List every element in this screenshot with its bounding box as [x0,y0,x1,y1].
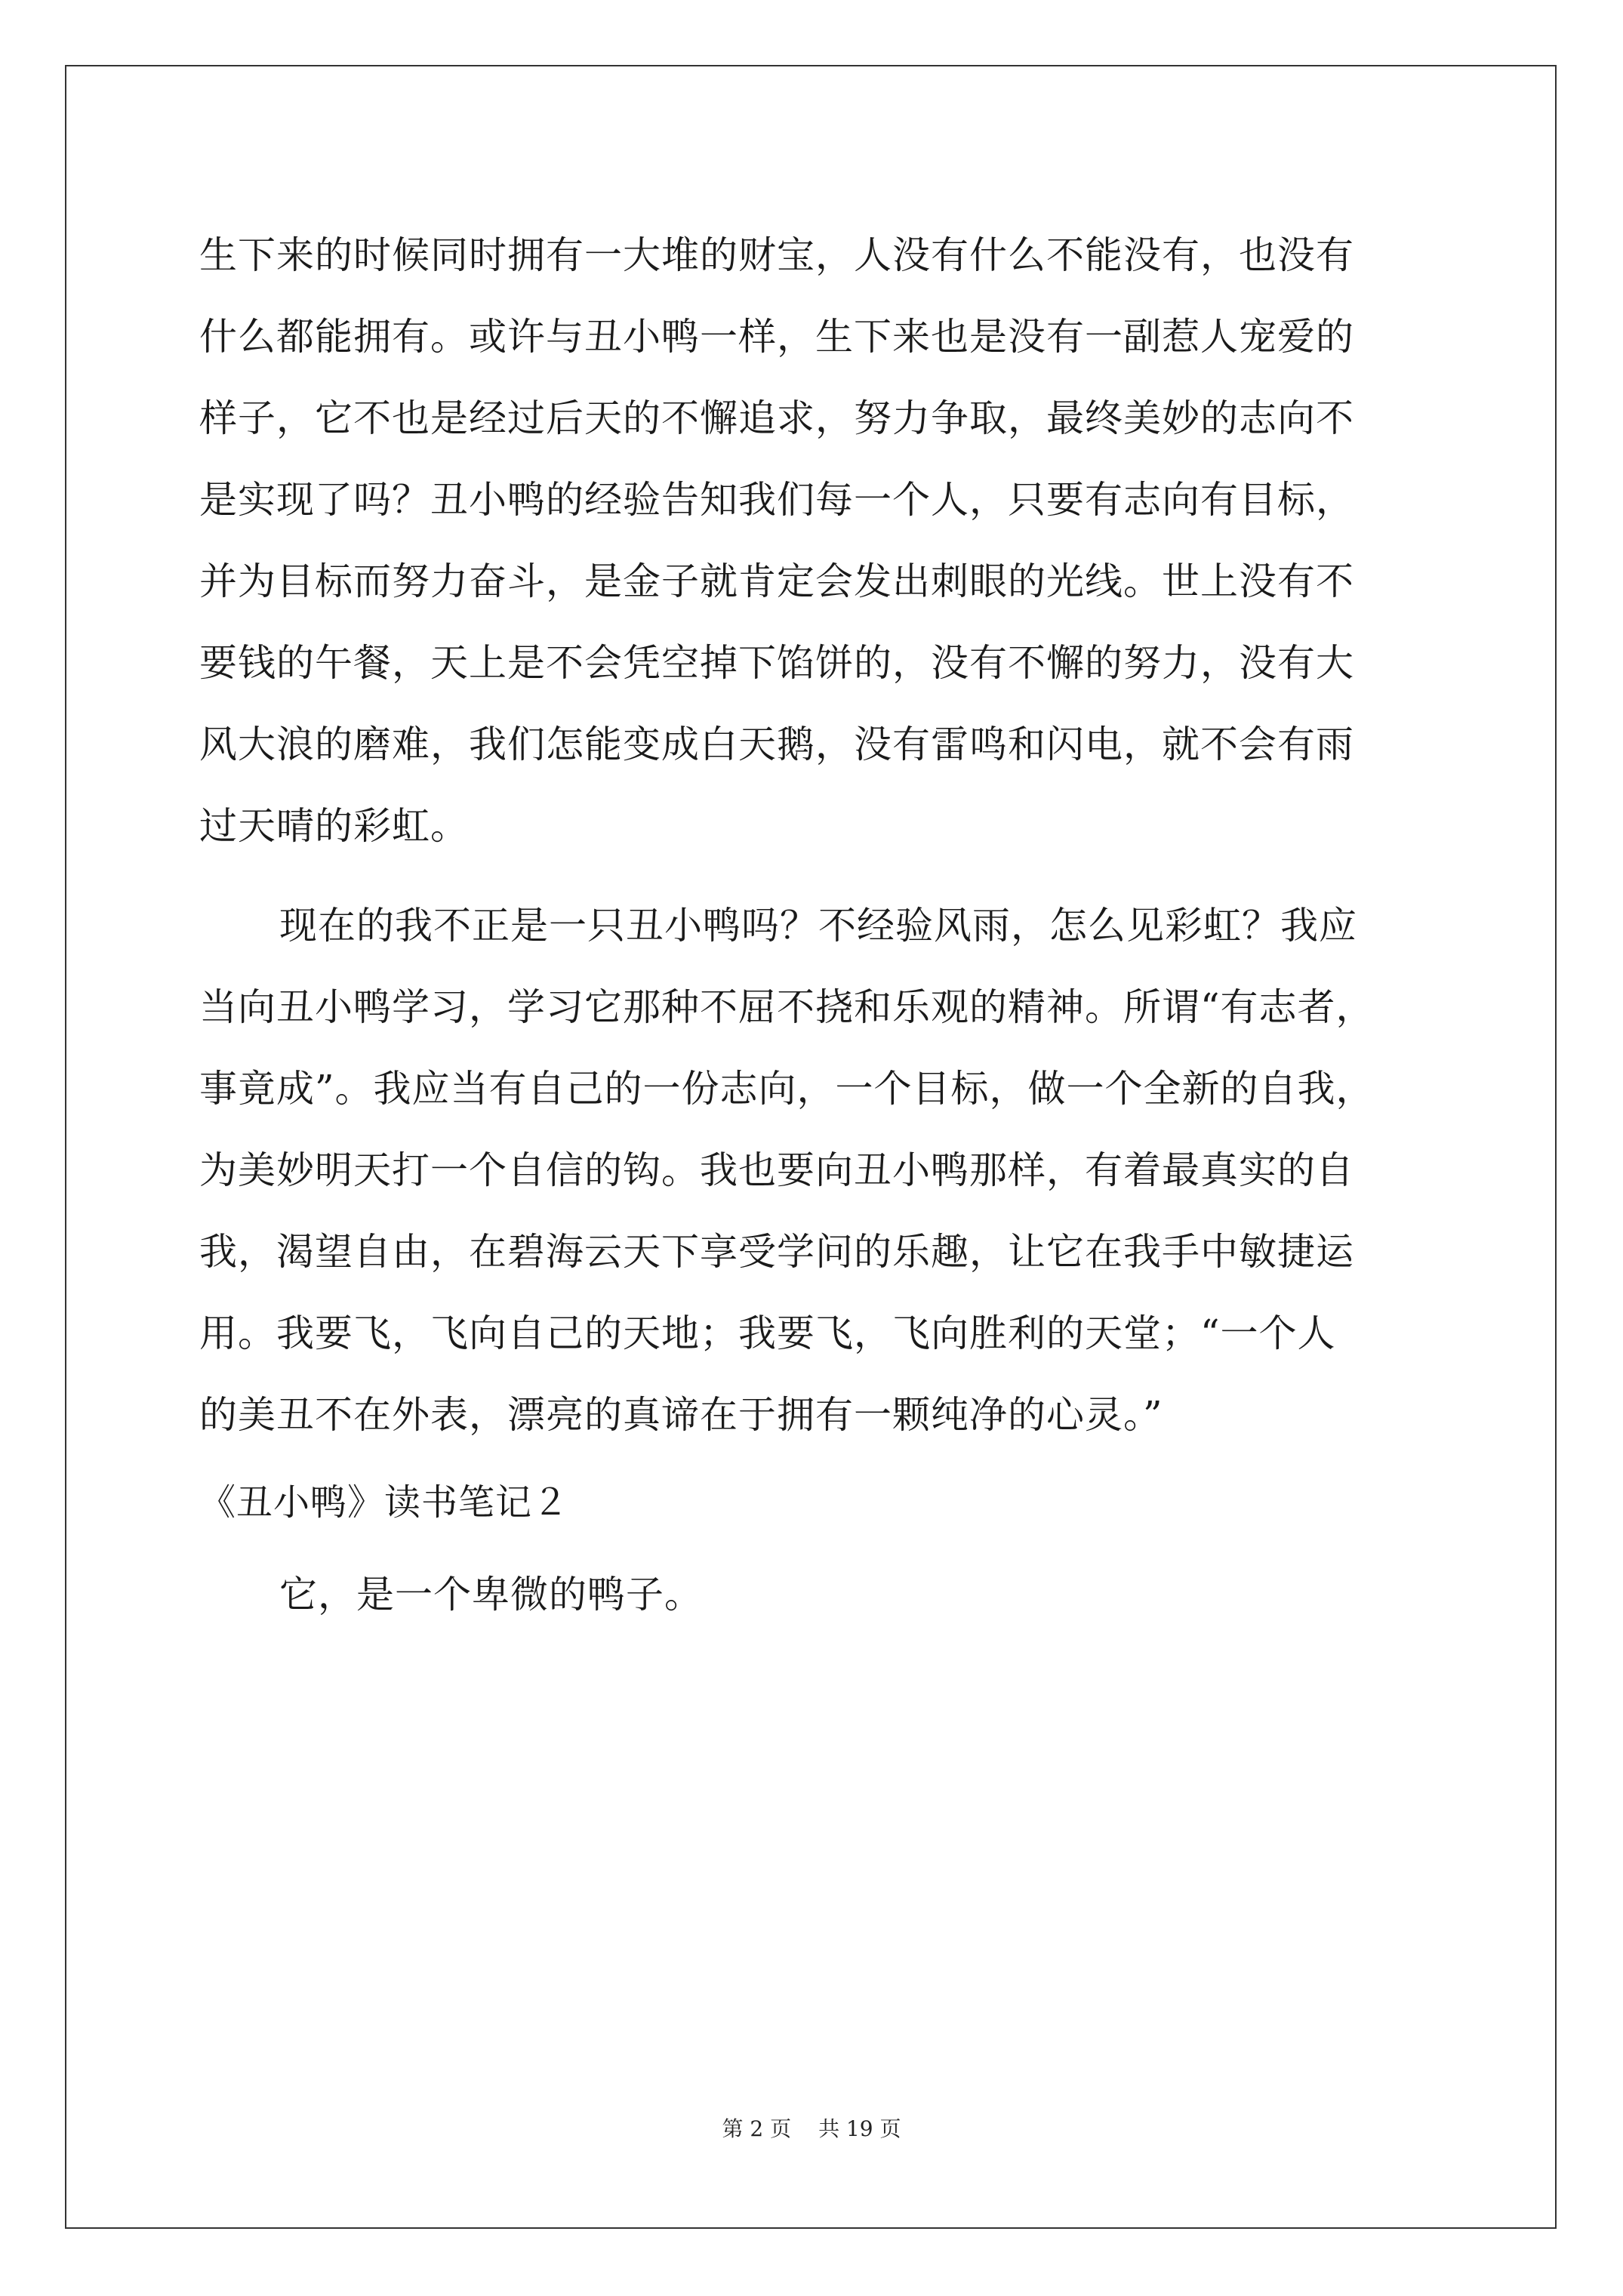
page-total: 共 19 页 [818,2116,901,2141]
paragraph-2-line-6: 用。我要飞，飞向自己的天地；我要飞，飞向胜利的天堂；“一个人 [199,1311,1336,1355]
page-number: 第 2 页 [722,2116,792,2141]
paragraph-2-line-3: 事竟成”。我应当有自己的一份志向，一个目标，做一个全新的自我， [199,1067,1375,1111]
paragraph-1-line-8: 过天晴的彩虹。 [199,804,469,848]
paragraph-1-line-5: 并为目标而努力奋斗，是金子就肯定会发出刺眼的光线。世上没有不 [199,559,1354,603]
paragraph-1-line-2: 什么都能拥有。或许与丑小鸭一样，生下来也是没有一副惹人宠爱的 [199,315,1354,359]
section-heading: 《丑小鸭》读书笔记２ [199,1481,570,1524]
paragraph-1-line-4: 是实现了吗？丑小鸭的经验告知我们每一个人，只要有志向有目标， [199,478,1354,522]
page-footer [0,2114,1623,2144]
paragraph-2-line-4: 为美妙明天打一个自信的钩。我也要向丑小鸭那样，有着最真实的自 [199,1148,1354,1192]
paragraph-2-line-5: 我，渴望自由，在碧海云天下享受学问的乐趣，让它在我手中敏捷运 [199,1230,1354,1274]
paragraph-1-line-3: 样子，它不也是经过后天的不懈追求，努力争取，最终美妙的志向不 [199,396,1354,440]
paragraph-1-line-1: 生下来的时候同时拥有一大堆的财宝，人没有什么不能没有，也没有 [199,233,1354,277]
paragraph-2-line-2: 当向丑小鸭学习，学习它那种不屈不挠和乐观的精神。所谓“有志者， [199,985,1375,1029]
paragraph-1-line-7: 风大浪的磨难，我们怎能变成白天鹅，没有雷鸣和闪电，就不会有雨 [199,723,1354,766]
paragraph-2-line-1: 现在的我不正是一只丑小鸭吗？不经验风雨，怎么见彩虹？我应 [279,904,1357,948]
paragraph-1-line-6: 要钱的午餐，天上是不会凭空掉下馅饼的，没有不懈的努力，没有大 [199,641,1354,685]
paragraph-3-line-1: 它，是一个卑微的鸭子。 [279,1573,703,1616]
paragraph-2-line-7: 的美丑不在外表，漂亮的真谛在于拥有一颗纯净的心灵。” [199,1393,1163,1437]
